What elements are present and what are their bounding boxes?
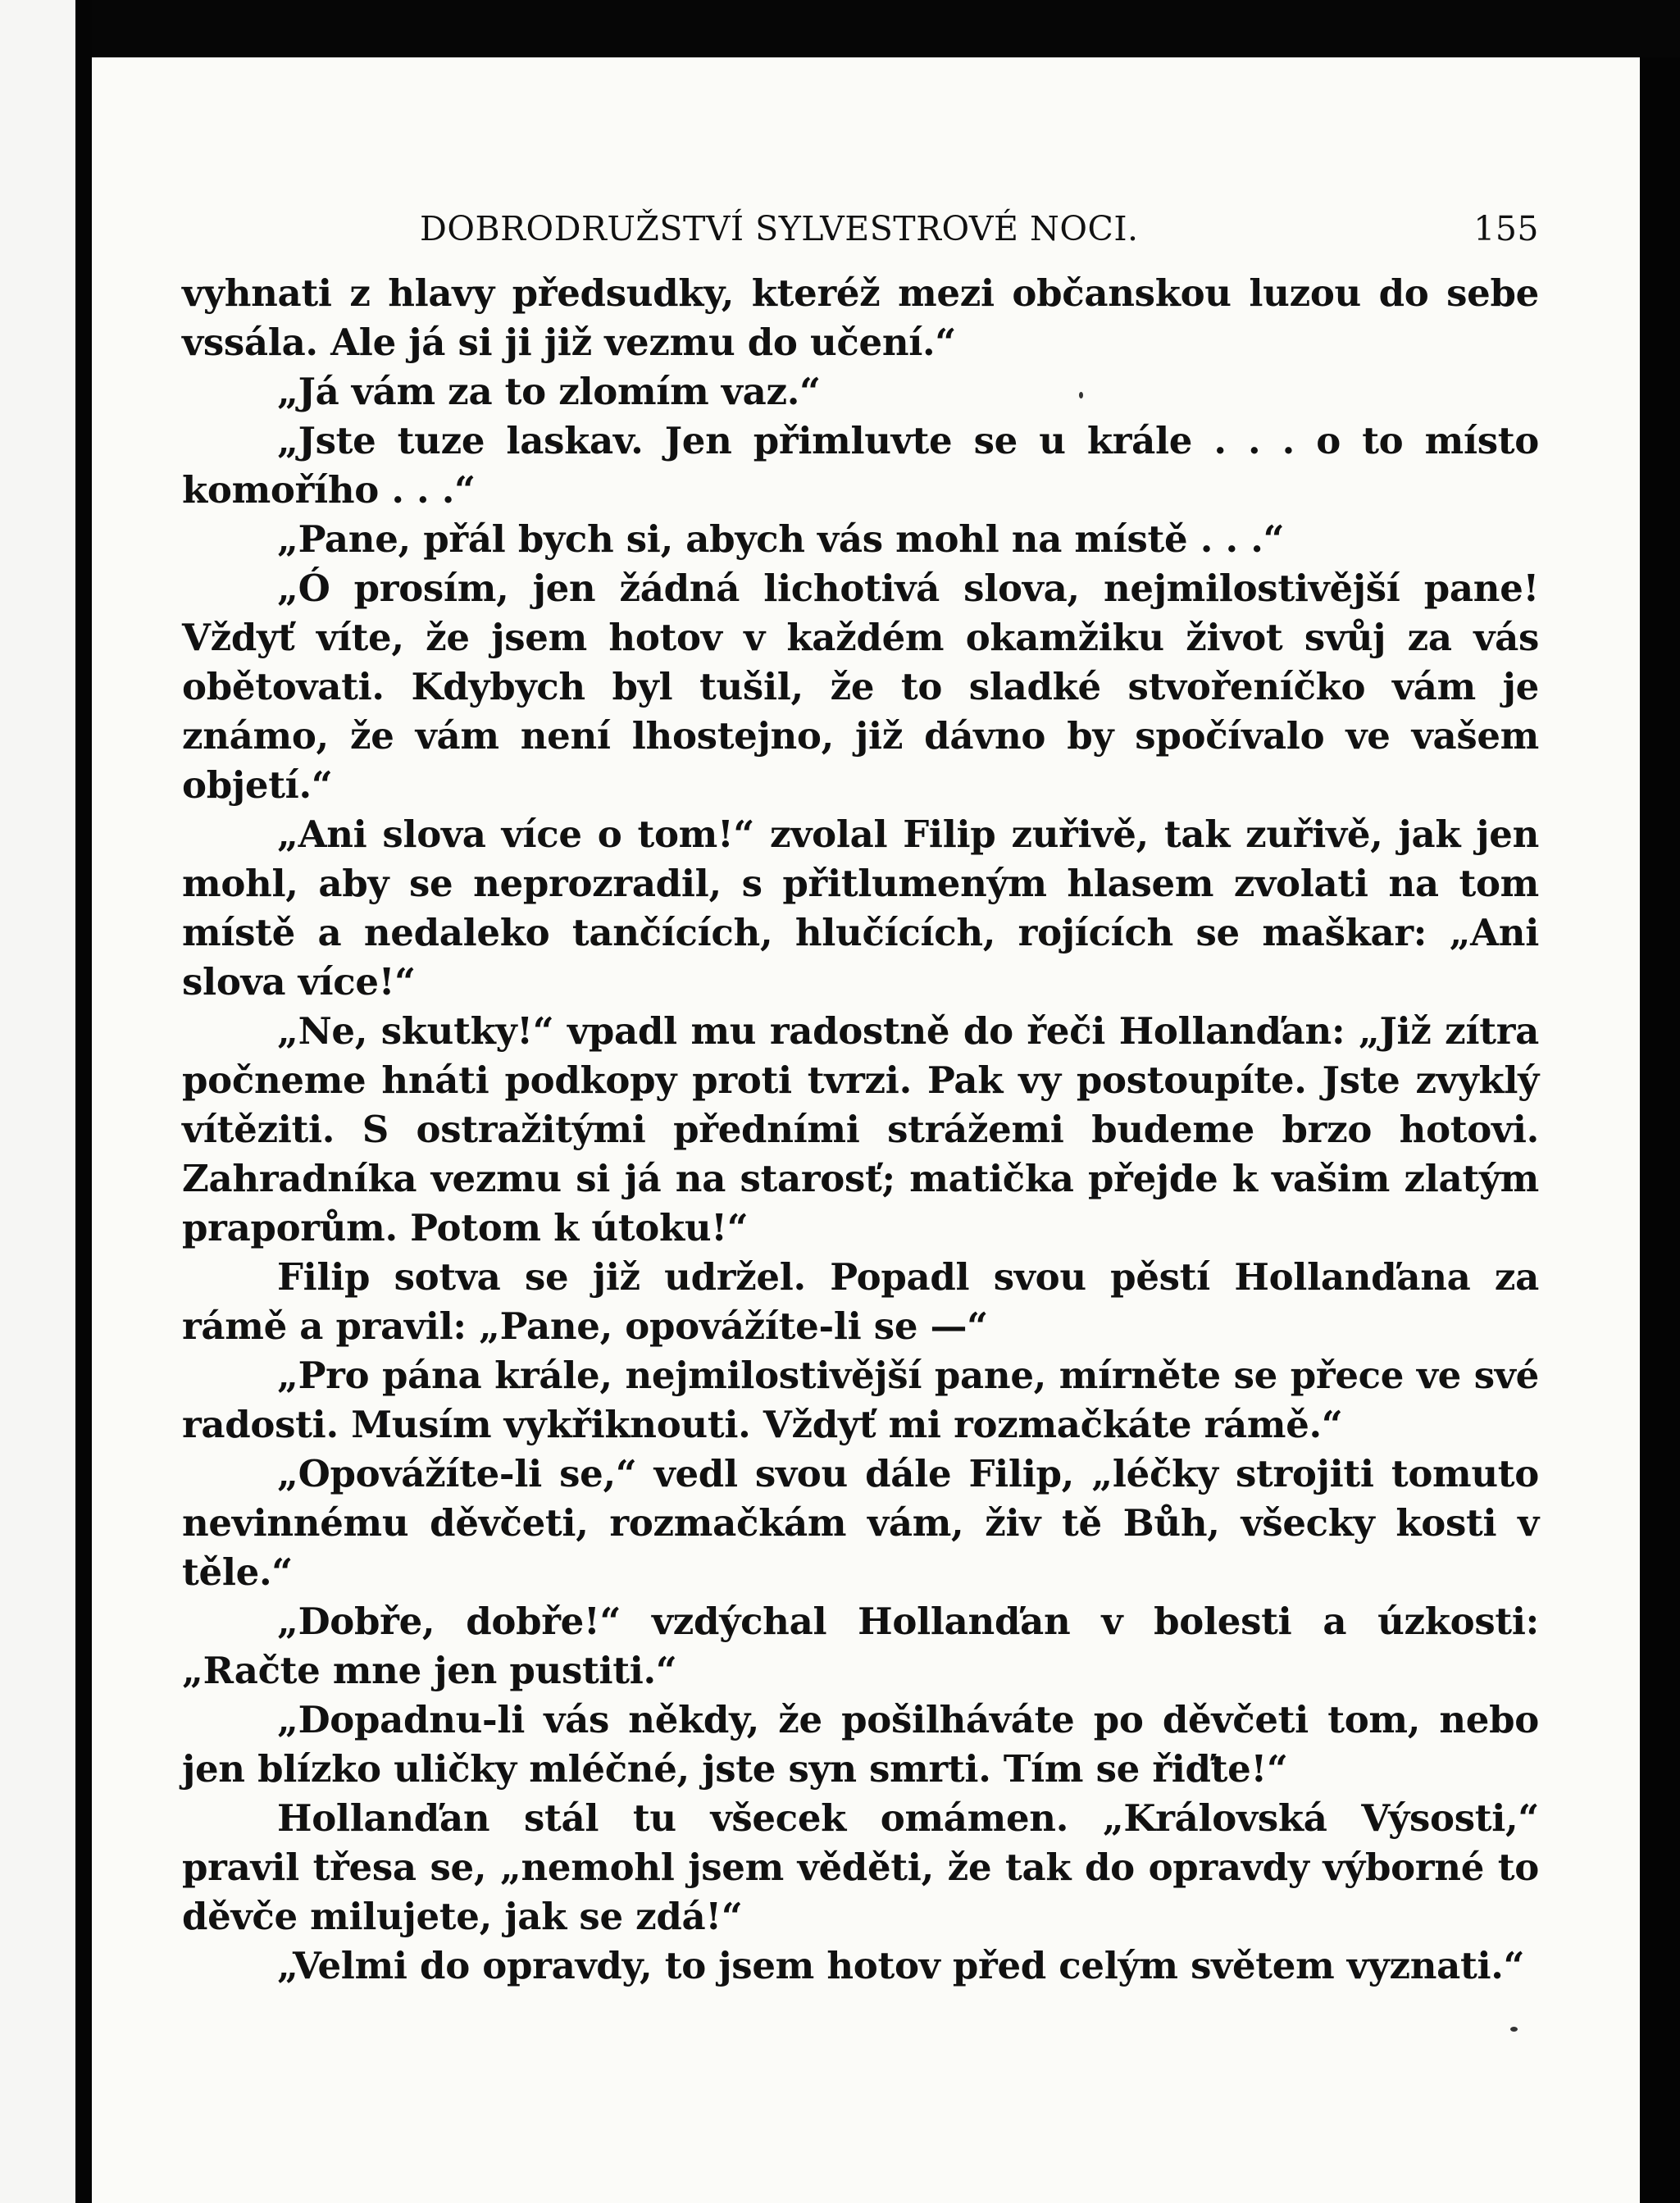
book-page [92, 57, 1640, 2203]
paper-speck [1079, 392, 1083, 398]
page-content [182, 107, 1539, 2173]
gutter-shadow [75, 0, 92, 2203]
paragraph: „Pro pána krále, nejmilostivější pane, mírněte se přece ve své radosti. Musím vykřiknouti. Vždyť mi rozmačkáte rámě.“ [182, 1354, 1539, 1446]
body-text [182, 269, 1539, 1991]
paragraph: „Velmi do opravdy, to jsem hotov před celým světem vyznati.“ [277, 1944, 1525, 1987]
running-head [182, 209, 1539, 258]
paragraph: „Já vám za to zlomím vaz.“ [277, 370, 821, 413]
paragraph: „Ani slova více o tom!“ zvolal Filip zuřivě, tak zuřivě, jak jen mohl, aby se neprozradil, s přitlumeným hlasem zvolati na tom místě a nedaleko tančících, hlučících, rojících se maškar: „Ani slova více!“ [182, 812, 1539, 1004]
running-title: DOBRODRUŽSTVÍ SYLVESTROVÉ NOCI. [420, 209, 1139, 248]
paragraph: „Opovážíte-li se,“ vedl svou dále Filip, „léčky strojiti tomuto nevinnému děvčeti, rozmačkám vám, živ tě Bůh, všecky kosti v těle.“ [182, 1452, 1539, 1594]
paragraph: Hollanďan stál tu všecek omámen. „Královská Výsosti,“ pravil třesa se, „nemohl jsem věděti, že tak do opravdy výborné to děvče milujete, jak se zdá!“ [182, 1796, 1539, 1938]
paragraph: vyhnati z hlavy předsudky, kteréž mezi občanskou luzou do sebe vssála. Ale já si ji již vezmu do učení.“ [182, 271, 1539, 364]
page-number: 155 [1473, 209, 1539, 248]
paper-speck [1510, 2027, 1518, 2032]
scan-margin [0, 0, 75, 2203]
paragraph: „Pane, přál bych si, abych vás mohl na místě . . .“ [277, 517, 1285, 561]
paragraph: „Jste tuze laskav. Jen přimluvte se u krále . . . o to místo komořího . . .“ [182, 419, 1539, 512]
paragraph: „Ne, skutky!“ vpadl mu radostně do řeči Hollanďan: „Již zítra počneme hnáti podkopy proti tvrzi. Pak vy postoupíte. Jste zvyklý vítěziti. S ostražitými předními strážemi budeme brzo hotovi. Zahradníka vezmu si já na starosť; matička přejde k vašim zlatým praporům. Potom k útoku!“ [182, 1009, 1539, 1249]
paragraph: „Dopadnu-li vás někdy, že pošilháváte po děvčeti tom, nebo jen blízko uličky mléčné, jste syn smrti. Tím se řiďte!“ [182, 1698, 1539, 1791]
right-page-edge [1640, 57, 1680, 2203]
paragraph: „Ó prosím, jen žádná lichotivá slova, nejmilostivější pane! Vždyť víte, že jsem hotov v každém okamžiku život svůj za vás obětovati. Kdybych byl tušil, že to sladké stvořeníčko vám je známo, že vám není lhostejno, již dávno by spočívalo ve vašem objetí.“ [182, 567, 1539, 807]
paragraph: „Dobře, dobře!“ vzdýchal Hollanďan v bolesti a úzkosti: „Račte mne jen pustiti.“ [182, 1600, 1539, 1692]
paragraph: Filip sotva se již udržel. Popadl svou pěstí Hollanďana za rámě a pravil: „Pane, opovážíte-li se —“ [182, 1255, 1539, 1348]
